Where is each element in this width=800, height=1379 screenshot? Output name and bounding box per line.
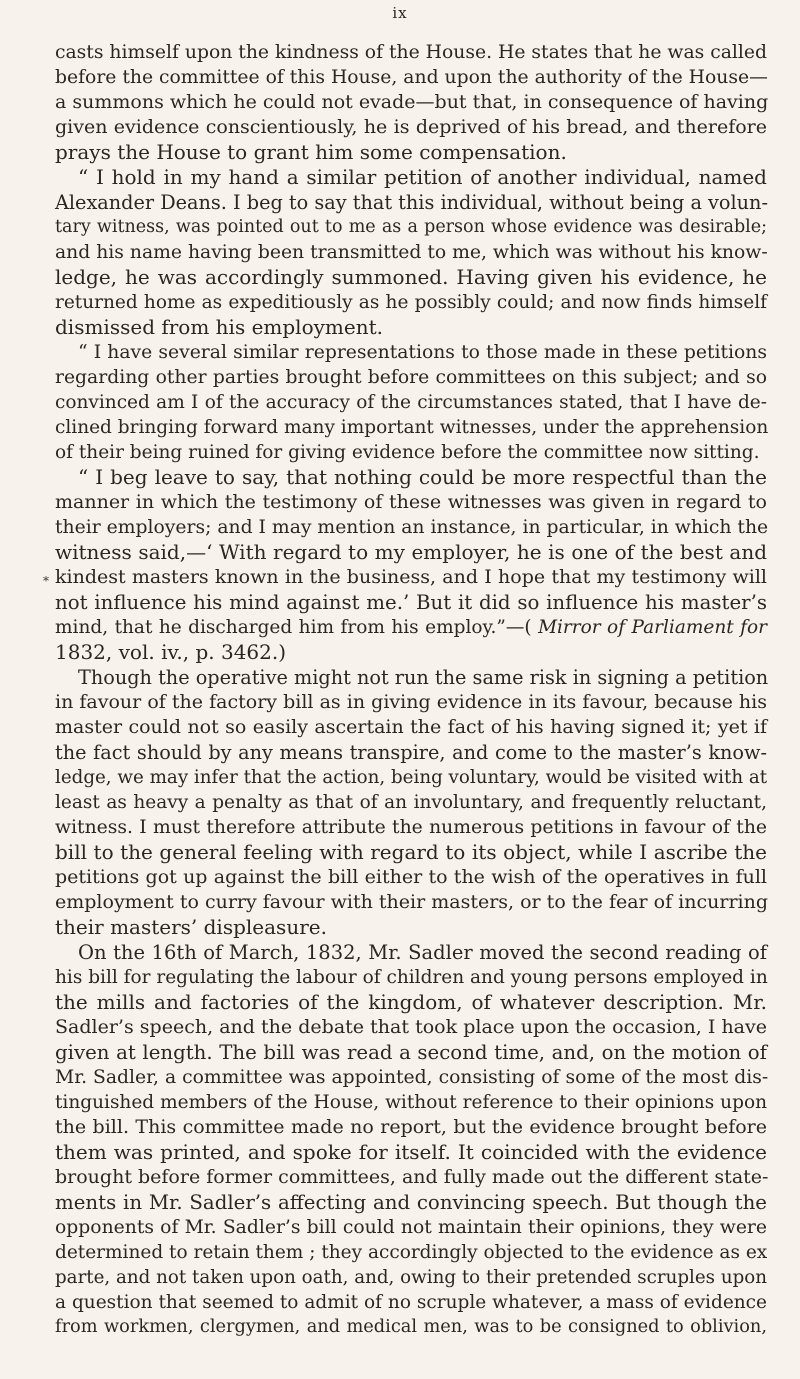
text-line: a question that seemed to admit of no scruple whatever, a mass of evidence: [55, 1292, 767, 1313]
margin-mark: *: [43, 574, 49, 588]
text-line: regarding other parties brought before committees on this subject; and so: [55, 367, 767, 388]
text-line: in favour of the factory bill as in giving evidence in its favour, because his: [55, 691, 767, 713]
page-number: ix: [392, 4, 408, 22]
text-line: prays the House to grant him some compensation.: [55, 140, 567, 164]
text-line: his bill for regulating the labour of children and young persons employed in: [55, 967, 768, 988]
text-line: their employers; and I may mention an instance, in particular, in which the: [55, 517, 769, 538]
text-line: convinced am I of the accuracy of the circumstances stated, that I have de-: [55, 392, 767, 413]
text-line: given evidence conscientiously, he is deprived of his bread, and therefore: [55, 116, 767, 138]
text-fragment: mind, that he discharged him from his employ.”—(: [55, 617, 532, 638]
text-line: a summons which he could not evade—but that, in consequence of having: [55, 91, 769, 113]
text-line: casts himself upon the kindness of the House. He states that he was called: [55, 42, 767, 63]
text-line: “ I have several similar representations to those made in these petitions: [78, 342, 767, 363]
text-line: least as heavy a penalty as that of an involuntary, and frequently reluctant,: [55, 792, 767, 813]
text-line: clined bringing forward many important witnesses, under the apprehension: [55, 417, 769, 438]
text-line: Sadler’s speech, and the debate that took place upon the occasion, I have: [55, 1016, 767, 1038]
text-line: before the committee of this House, and upon the authority of the House—: [55, 67, 768, 88]
text-line: employment to curry favour with their masters, or to the fear of incurring: [55, 891, 769, 913]
text-line: them was printed, and spoke for itself. It coincided with the evidence: [55, 1140, 767, 1164]
text-line: dismissed from his employment.: [55, 315, 383, 339]
text-line: from workmen, clergymen, and medical men, was to be consigned to oblivion,: [55, 1317, 767, 1337]
text-line: manner in which the testimony of these witnesses was given in regard to: [55, 491, 767, 513]
text-line: parte, and not taken upon oath, and, owing to their pretended scruples upon: [55, 1267, 767, 1288]
text-line: 1832, vol. iv., p. 3462.): [55, 640, 287, 664]
text-line: witness. I must therefore attribute the numerous petitions in favour of the: [55, 817, 767, 838]
text-line: and his name having been transmitted to me, which was without his know-: [55, 242, 768, 263]
text-line: Alexander Deans. I beg to say that this individual, without being a volun-: [55, 191, 768, 214]
text-line: brought before former committees, and fully made out the different state-: [55, 1166, 769, 1188]
text-line: the bill. This committee made no report, but the evidence brought before: [55, 1116, 767, 1138]
text-line: Though the operative might not run the same risk in signing a petition: [78, 666, 769, 689]
text-line: tinguished members of the House, without reference to their opinions upon: [55, 1092, 767, 1113]
text-line: ledge, we may infer that the action, being voluntary, would be visited with at: [55, 767, 768, 788]
text-line: witness said,—‘ With regard to my employer, he is one of the best and: [55, 540, 767, 564]
text-line: “ I beg leave to say, that nothing could be more respectful than the: [78, 465, 767, 489]
text-line: Mr. Sadler, a committee was appointed, consisting of some of the most dis-: [55, 1067, 769, 1088]
text-line: ledge, he was accordingly summoned. Having given his evidence, he: [55, 265, 767, 289]
text-line: ments in Mr. Sadler’s affecting and convincing speech. But though the: [55, 1191, 767, 1214]
text-line: determined to retain them ; they accordingly objected to the evidence as ex: [55, 1242, 768, 1263]
text-line: their masters’ displeasure.: [55, 915, 327, 939]
text-line: the mills and factories of the kingdom, of whatever description. Mr.: [55, 990, 767, 1014]
text-line: bill to the general feeling with regard to its object, while I ascribe the: [55, 840, 767, 864]
text-line: not influence his mind against me.’ But it did so influence his master’s: [55, 591, 767, 614]
text-line: opponents of Mr. Sadler’s bill could not maintain their opinions, they were: [55, 1217, 767, 1238]
text-line: “ I hold in my hand a similar petition of another individual, named: [78, 165, 767, 189]
text-line: master could not so easily ascertain the fact of his having signed it; yet if: [55, 716, 767, 738]
citation-title: Mirror of Parliament for: [538, 617, 767, 638]
text-line: of their being ruined for giving evidence before the committee now sitting.: [55, 442, 760, 463]
text-line: tary witness, was pointed out to me as a person whose evidence was desirable;: [55, 217, 767, 237]
text-line: the fact should by any means transpire, and come to the master’s know-: [55, 741, 767, 764]
text-line: petitions got up against the bill either to the wish of the operatives in full: [55, 866, 767, 888]
text-line: returned home as expeditiously as he possibly could; and now finds himself: [55, 292, 767, 313]
text-line: On the 16th of March, 1832, Mr. Sadler moved the second reading of: [78, 941, 767, 964]
text-line-citation: [55, 615, 767, 640]
text-line: kindest masters known in the business, and I hope that my testimony will: [55, 566, 767, 588]
text-line: given at length. The bill was read a second time, and, on the motion of: [55, 1041, 767, 1064]
